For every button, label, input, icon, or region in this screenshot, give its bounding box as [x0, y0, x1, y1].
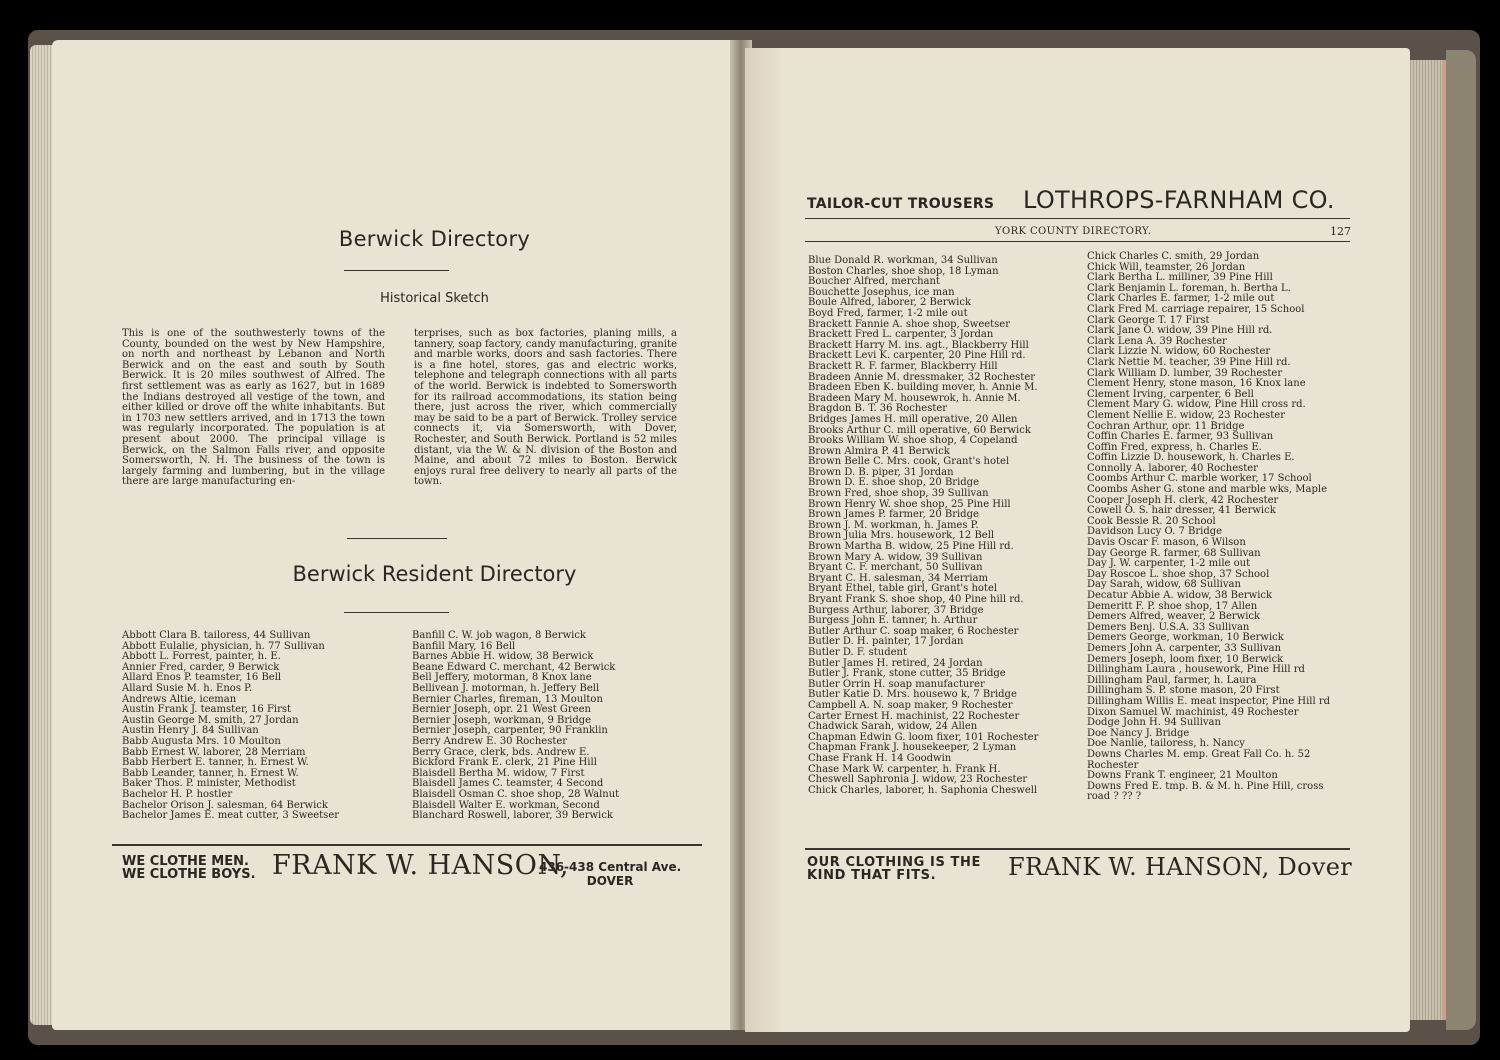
- list-item: Cochran Arthur, opr. 11 Bridge: [1087, 420, 1245, 432]
- berwick-directory-title: Berwick Directory: [338, 227, 531, 251]
- list-item: Babb Herbert E. tanner, h. Ernest W.: [122, 757, 309, 769]
- list-item: Dillingham Paul, farmer, h. Laura: [1087, 674, 1257, 686]
- list-item: Carter Ernest H. machinist, 22 Rochester: [808, 710, 1020, 722]
- list-item: Brown Mary A. widow, 39 Sullivan: [808, 551, 983, 563]
- list-item: Bryant Frank S. shoe shop, 40 Pine hill rd.: [808, 594, 1024, 605]
- sketch-column-1: This is one of the southwesterly towns of the County, bounded on the west by New Hampshire, on north and northeast by Lebanon and North Berwick and on the east and south by South Berwick. It is 20 miles southwest of Alfred. The first settlement was as early as 1627, but in 1689 the Indians destroyed all vestige of the town, and either killed or drove off the white inhabitants. But in 1703 new settlers arrived, and in 1713 the town was regularly incorporated. The population is at present about 2000. The principal village is Berwick, on the Salmon Falls river, and opposite Somersworth, N. H. The business of the town is largely farming and lumbering, but in the village there are large manufacturing en-: [122, 328, 385, 488]
- list-item: Brackett Fannie A. shoe shop, Sweetser: [808, 318, 1010, 330]
- ad-address-line-2: DOVER: [586, 874, 634, 888]
- list-item: Bryant Ethel, table girl, Grant's hotel: [808, 583, 998, 595]
- list-item: Banfill C. W. job wagon, 8 Berwick: [412, 630, 586, 641]
- list-item: Day Sarah, widow, 68 Sullivan: [1087, 579, 1241, 591]
- list-item: Clement Irving, carpenter, 6 Bell: [1087, 388, 1254, 400]
- ad-slogan-right: [807, 856, 981, 882]
- list-item: Baker Thos. P. minister, Methodist: [122, 778, 296, 790]
- list-item: Chapman Frank J. housekeeper, 2 Lyman: [808, 742, 1017, 754]
- list-item: Banfill Mary, 16 Bell: [412, 640, 516, 652]
- list-item: Austin Frank J. teamster, 16 First: [122, 704, 292, 716]
- list-item: Demers George, workman, 10 Berwick: [1087, 632, 1284, 644]
- list-item: Berry Grace, clerk, bds. Andrew E.: [412, 746, 590, 758]
- directory-column-1: [808, 256, 1038, 796]
- page-number: 127: [1330, 225, 1351, 238]
- list-item: Bridges James H. mill operative, 20 Allen: [808, 413, 1018, 425]
- list-item: Brown D. E. shoe shop, 20 Bridge: [808, 477, 979, 489]
- list-item: Brown Belle C. Mrs. cook, Grant's hotel: [808, 456, 1010, 468]
- list-item: Boule Alfred, laborer, 2 Berwick: [808, 297, 972, 309]
- list-item: Brooks Arthur C. mill operative, 60 Berwick: [808, 424, 1031, 436]
- ad-slogan-right-line-2: KIND THAT FITS.: [807, 868, 937, 883]
- list-item: Rochester: [1087, 759, 1139, 771]
- list-item: Brown J. M. workman, h. James P.: [808, 519, 979, 531]
- list-item: Bragdon B. T. 36 Rochester: [808, 403, 948, 415]
- list-item: Dillingham Willis E. meat inspector, Pine Hill rd: [1087, 695, 1331, 707]
- list-item: Butler J. Frank, stone cutter, 35 Bridge: [808, 668, 1006, 680]
- list-item: Downs Fred E. tmp. B. & M. h. Pine Hill, cross: [1087, 780, 1324, 792]
- right-page: [745, 48, 1410, 1032]
- list-item: Bickford Frank E. clerk, 21 Pine Hill: [412, 757, 597, 769]
- list-item: Clark William D. lumber, 39 Rochester: [1087, 367, 1283, 379]
- list-item: Coffin Charles E. farmer, 93 Sullivan: [1087, 431, 1274, 443]
- list-item: Blanchard Roswell, laborer, 39 Berwick: [412, 810, 613, 822]
- list-item: Brown Fred, shoe shop, 39 Sullivan: [808, 488, 989, 500]
- ad-slogan: [122, 855, 256, 881]
- list-item: Boyd Fred, farmer, 1-2 mile out: [808, 307, 968, 319]
- historical-sketch-subtitle: Historical Sketch: [380, 291, 489, 306]
- list-item: Decatur Abbie A. widow, 38 Berwick: [1087, 590, 1273, 601]
- list-item: Brown Henry W. shoe shop, 25 Pine Hill: [808, 498, 1011, 510]
- list-item: Clark Benjamin L. foreman, h. Bertha L.: [1087, 282, 1291, 294]
- list-item: Bradeen Mary M. housewrok, h. Annie M.: [808, 392, 1021, 404]
- ad-slogan-right-line-1: OUR CLOTHING IS THE: [807, 855, 981, 870]
- list-item: Abbott Eulalie, physician, h. 77 Sullivan: [122, 640, 325, 652]
- list-item: Berry Andrew E. 30 Rochester: [412, 735, 568, 747]
- list-item: Bouchette Josephus, ice man: [808, 286, 955, 298]
- banner-rule: [805, 218, 1350, 219]
- list-item: Allard Susie M. h. Enos P.: [122, 682, 253, 694]
- list-item: Butler D. F. student: [808, 646, 908, 658]
- list-item: Clark George T. 17 First: [1087, 314, 1210, 326]
- list-item: Davidson Lucy O. 7 Bridge: [1087, 526, 1223, 538]
- ad-address-line-1: 436-438 Central Ave.: [539, 860, 682, 874]
- list-item: Butler Orrin H. soap manufacturer: [808, 678, 985, 690]
- list-item: Allard Enos P. teamster, 16 Bell: [122, 672, 282, 684]
- ad-slogan-line-1: WE CLOTHE MEN.: [122, 854, 249, 869]
- list-item: Downs Frank T. engineer, 21 Moulton: [1087, 770, 1278, 782]
- list-item: Chick Charles, laborer, h. Saphonia Cheswell: [808, 784, 1038, 796]
- ad-hanson-dover: FRANK W. HANSON, Dover: [1008, 853, 1352, 881]
- list-item: Doe Nancy J. Bridge: [1087, 727, 1190, 739]
- list-item: Demeritt F. P. shoe shop, 17 Allen: [1087, 600, 1258, 612]
- list-item: Brown Julia Mrs. housework, 12 Bell: [808, 530, 995, 542]
- list-item: Brackett R. F. farmer, Blackberry Hill: [808, 360, 998, 372]
- list-item: Chadwick Sarah, widow, 24 Allen: [808, 721, 978, 733]
- list-item: Connolly A. laborer, 40 Rochester: [1087, 462, 1258, 474]
- list-item: Butler Arthur C. soap maker, 6 Rochester: [808, 625, 1019, 637]
- list-item: Butler D. H. painter, 17 Jordan: [808, 636, 964, 648]
- list-item: Dillingham Laura , housework, Pine Hill rd: [1087, 664, 1305, 676]
- banner-tailor-cut: TAILOR-CUT TROUSERS: [807, 196, 995, 212]
- list-item: Burgess John E. tanner, h. Arthur: [808, 615, 978, 627]
- list-item: Beane Edward C. merchant, 42 Berwick: [412, 661, 616, 673]
- list-item: Babb Augusta Mrs. 10 Moulton: [122, 735, 281, 747]
- list-item: Babb Ernest W. laborer, 28 Merriam: [122, 746, 306, 758]
- list-item: Dixon Samuel W. machinist, 49 Rochester: [1087, 706, 1299, 718]
- list-item: Butler James H. retired, 24 Jordan: [808, 657, 983, 669]
- list-item: Blue Donald R. workman, 34 Sullivan: [808, 255, 998, 266]
- page-edges-left: [30, 45, 52, 1025]
- resident-directory-title: Berwick Resident Directory: [292, 562, 577, 586]
- sketch-column-2: terprises, such as box factories, planing mills, a tannery, soap factory, candy manufacturing, granite and marble works, doors and sash factories. There is a fine hotel, stores, gas and electric works, telephone and telegraph connections with all parts of the world. Berwick is indebted to Somersworth for its railroad accommodations, its station being there, just across the river, which commercially may be said to be a part of Berwick. Trolley service connects it, via Somersworth, with Dover, Rochester, and South Berwick. Portland is 52 miles distant, via the W. & N. division of the Boston and Maine, and about 72 miles to Boston. Berwick enjoys rural free delivery to nearly all parts of the town.: [414, 328, 677, 488]
- list-item: Bernier Joseph, opr. 21 West Green: [412, 704, 591, 716]
- list-item: Demers Alfred, weaver, 2 Berwick: [1087, 611, 1261, 623]
- list-item: Brooks William W. shoe shop, 4 Copeland: [808, 435, 1018, 447]
- list-item: Chapman Edwin G. loom fixer, 101 Rochester: [808, 731, 1039, 743]
- list-item: Clark Jane O. widow, 39 Pine Hill rd.: [1087, 325, 1273, 337]
- ad-slogan-line-2: WE CLOTHE BOYS.: [122, 867, 256, 882]
- list-item: Chick Will, teamster, 26 Jordan: [1087, 261, 1246, 273]
- list-item: Cook Bessie R. 20 School: [1087, 515, 1216, 527]
- list-item: Bellivean J. motorman, h. Jeffery Bell: [412, 682, 600, 694]
- list-item: Bell Jeffery, motorman, 8 Knox lane: [412, 672, 592, 684]
- page-edges-right: [1408, 60, 1442, 1020]
- list-item: Brown Almira P. 41 Berwick: [808, 445, 950, 457]
- left-page: [52, 40, 737, 1030]
- list-item: Clement Henry, stone mason, 16 Knox lane: [1087, 378, 1306, 390]
- list-item: Clark Fred M. carriage repairer, 15 School: [1087, 303, 1305, 315]
- list-item: Campbell A. N. soap maker, 9 Rochester: [808, 699, 1013, 711]
- list-item: Burgess Arthur, laborer, 37 Bridge: [808, 604, 984, 616]
- list-item: Bryant C. F. merchant, 50 Sullivan: [808, 562, 983, 574]
- list-item: Demers John A. carpenter, 33 Sullivan: [1087, 642, 1282, 654]
- list-item: Blaisdell James C. teamster, 4 Second: [412, 778, 604, 790]
- list-item: Clark Charles E. farmer, 1-2 mile out: [1087, 293, 1275, 305]
- list-item: Dillingham S. P. stone mason, 20 First: [1087, 685, 1280, 697]
- list-item: Day Roscoe L. shoe shop, 37 School: [1087, 568, 1270, 580]
- list-item: Coffin Lizzie D. housework, h. Charles E.: [1087, 452, 1295, 464]
- sketch-rule: [347, 538, 447, 539]
- list-item: Bernier Charles, fireman, 13 Moulton: [412, 693, 603, 705]
- list-item: Chase Frank H. 14 Goodwin: [808, 752, 952, 764]
- banner-lothrops-farnham: LOTHROPS-FARNHAM CO.: [1023, 186, 1335, 214]
- list-item: Cheswell Saphronia J. widow, 23 Rochester: [808, 774, 1028, 786]
- list-item: Blaisdell Walter E. workman, Second: [412, 799, 600, 811]
- list-item: Blaisdell Bertha M. widow, 7 First: [412, 767, 585, 779]
- list-item: Chick Charles C. smith, 29 Jordan: [1087, 251, 1260, 262]
- list-item: Bernier Joseph, carpenter, 90 Franklin: [412, 725, 608, 737]
- list-item: road ? ?? ?: [1087, 791, 1142, 803]
- list-item: Coffin Fred, express, h. Charles E.: [1087, 441, 1262, 453]
- list-item: Brackett Fred L. carpenter, 3 Jordan: [808, 329, 994, 341]
- list-item: Bryant C. H. salesman, 34 Merriam: [808, 572, 988, 584]
- list-item: Barnes Abbie H. widow, 38 Berwick: [412, 651, 594, 663]
- list-item: Bachelor H. P. hostler: [122, 788, 233, 800]
- resident-list-column-2: [412, 631, 619, 822]
- list-item: Dodge John H. 94 Sullivan: [1087, 717, 1221, 729]
- ad-hanson-name: FRANK W. HANSON,: [272, 850, 569, 881]
- list-item: Butler Katie D. Mrs. housewo k, 7 Bridge: [808, 689, 1017, 701]
- footer-rule: [112, 844, 702, 846]
- list-item: Clement Nellie E. widow, 23 Rochester: [1087, 409, 1285, 421]
- resident-rule: [344, 612, 449, 613]
- list-item: Davis Oscar F. mason, 6 Wilson: [1087, 537, 1246, 549]
- list-item: Coombs Arthur C. marble worker, 17 School: [1087, 473, 1312, 485]
- list-item: Day J. W. carpenter, 1-2 mile out: [1087, 558, 1251, 570]
- list-item: Cooper Joseph H. clerk, 42 Rochester: [1087, 494, 1279, 506]
- list-item: Boucher Alfred, merchant: [808, 276, 940, 288]
- list-item: Boston Charles, shoe shop, 18 Lyman: [808, 265, 999, 277]
- resident-list-column-1: [122, 631, 339, 822]
- list-item: Cowell O. S. hair dresser, 41 Berwick: [1087, 505, 1276, 517]
- list-item: Doe Nanlie, tailoress, h. Nancy: [1087, 738, 1245, 750]
- list-item: Coombs Asher G. stone and marble wks, Maple: [1087, 484, 1327, 496]
- list-item: Austin George M. smith, 27 Jordan: [122, 714, 299, 726]
- list-item: Demers Joseph, loom fixer, 10 Berwick: [1087, 653, 1284, 665]
- title-rule: [344, 270, 449, 271]
- list-item: Brackett Levi K. carpenter, 20 Pine Hill rd.: [808, 350, 1026, 362]
- list-item: Brackett Harry M. ins. agt., Blackberry Hill: [808, 339, 1029, 351]
- list-item: Blaisdell Osman C. shoe shop, 28 Walnut: [412, 788, 620, 800]
- list-item: Brown James P. farmer, 20 Bridge: [808, 509, 979, 521]
- list-item: Clark Lizzie N. widow, 60 Rochester: [1087, 346, 1271, 358]
- list-item: Downs Charles M. emp. Great Fall Co. h. 52: [1087, 748, 1311, 760]
- list-item: Bachelor James E. meat cutter, 3 Sweetser: [122, 810, 340, 822]
- list-item: Abbott Clara B. tailoress, 44 Sullivan: [122, 630, 311, 641]
- list-item: Bradeen Eben K. building mover, h. Annie M.: [808, 382, 1038, 394]
- footer-rule-right: [805, 848, 1350, 850]
- list-item: Babb Leander, tanner, h. Ernest W.: [122, 767, 299, 779]
- running-head: YORK COUNTY DIRECTORY.: [995, 226, 1152, 237]
- list-item: Abbott L. Forrest, painter, h. E.: [122, 651, 281, 663]
- ad-address: [539, 860, 681, 888]
- list-item: Bernier Joseph, workman, 9 Bridge: [412, 714, 592, 726]
- list-item: Demers Benj. U.S.A. 33 Sullivan: [1087, 621, 1250, 633]
- list-item: Clark Nettie M. teacher, 39 Pine Hill rd.: [1087, 356, 1291, 368]
- list-item: Clark Lena A. 39 Rochester: [1087, 335, 1227, 347]
- directory-column-2: [1087, 252, 1330, 803]
- list-item: Brown Martha B. widow, 25 Pine Hill rd.: [808, 541, 1014, 553]
- list-item: Brown D. B. piper, 31 Jordan: [808, 466, 954, 478]
- list-item: Clement Mary G. widow, Pine Hill cross rd.: [1087, 399, 1306, 411]
- list-item: Bradeen Annie M. dressmaker, 32 Rochester: [808, 371, 1036, 383]
- book-cover-edge: [1446, 50, 1476, 1030]
- list-item: Andrews Altie, iceman: [122, 693, 237, 705]
- list-item: Austin Henry J. 84 Sullivan: [122, 725, 259, 737]
- list-item: Day George R. farmer, 68 Sullivan: [1087, 547, 1261, 559]
- list-item: Annier Fred, carder, 9 Berwick: [122, 661, 280, 673]
- list-item: Chase Mark W. carpenter, h. Frank H.: [808, 763, 1001, 775]
- list-item: Bachelor Orison J. salesman, 64 Berwick: [122, 799, 328, 811]
- list-item: Clark Bertha L. milliner, 39 Pine Hill: [1087, 272, 1273, 284]
- head-rule: [805, 241, 1350, 242]
